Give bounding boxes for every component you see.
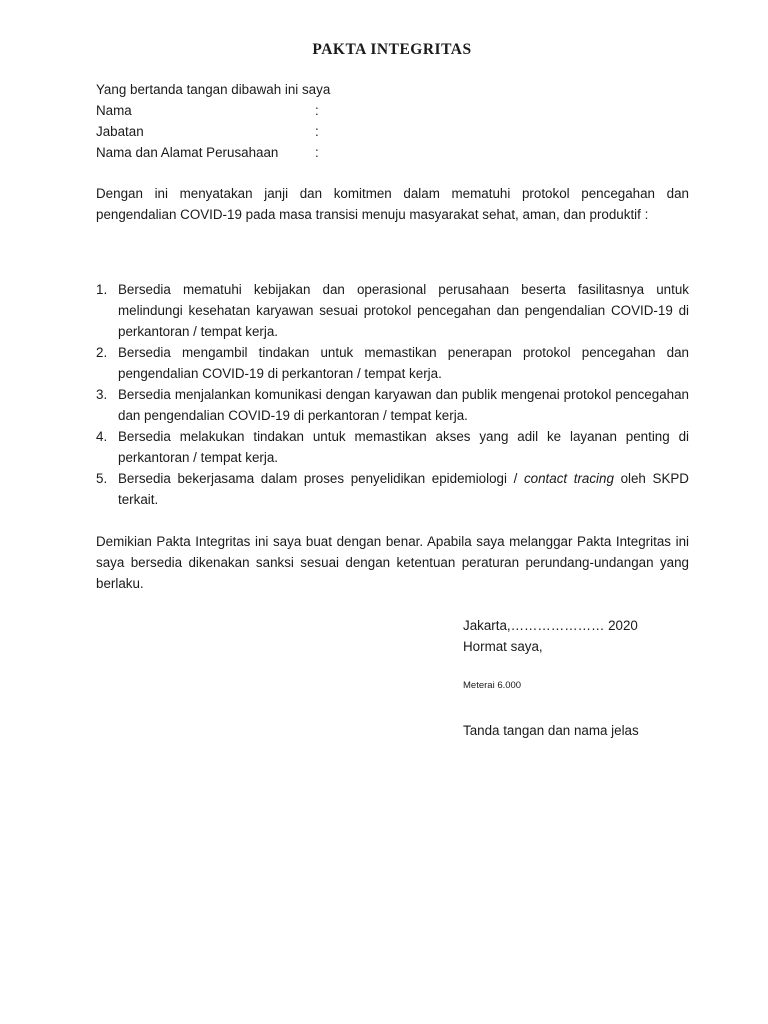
field-label: Nama [96, 103, 132, 118]
identity-block [96, 79, 330, 163]
document-title: PAKTA INTEGRITAS [312, 41, 472, 58]
list-text [118, 468, 689, 510]
closing-paragraph: Demikian Pakta Integritas ini saya buat dengan benar. Apabila saya melanggar Pakta Integritas ini saya bersedia dikenakan sanksi sesuai dengan ketentuan peraturan perundang-undangan yang berlaku. [96, 534, 689, 591]
list-text: Bersedia menjalankan komunikasi dengan karyawan dan publik mengenai protokol pencegahan dan pengendalian COVID-19 di perkantoran / tempat kerja. [118, 387, 689, 423]
list-text: Bersedia melakukan tindakan untuk memastikan akses yang adil ke layanan penting di perkantoran / tempat kerja. [118, 429, 689, 465]
field-separator: : [315, 124, 319, 139]
signature-line: Tanda tangan dan nama jelas [463, 723, 639, 738]
list-number: 4. [96, 429, 108, 444]
list-text: Bersedia mematuhi kebijakan dan operasional perusahaan beserta fasilitasnya untuk melindungi kesehatan karyawan sesuai protokol pencegahan dan pengendalian COVID-19 di perkantoran / tempat kerja. [118, 282, 689, 339]
field-row-nama [96, 100, 330, 121]
field-row-perusahaan [96, 142, 330, 163]
regards: Hormat saya, [463, 639, 543, 654]
stamp-label: Meterai 6.000 [463, 680, 522, 691]
field-label: Jabatan [96, 124, 144, 139]
list-text-part: Bersedia bekerjasama dalam proses penyelidikan epidemiologi / [118, 471, 524, 486]
list-number: 1. [96, 282, 108, 297]
list-item [96, 468, 689, 510]
list-item [96, 426, 689, 468]
field-separator: : [315, 103, 319, 118]
field-row-jabatan [96, 121, 330, 142]
list-number: 3. [96, 387, 108, 402]
list-item [96, 342, 689, 384]
list-number: 5. [96, 471, 108, 486]
list-number: 2. [96, 345, 108, 360]
list-item [96, 384, 689, 426]
place-date: Jakarta,………………… 2020 [463, 618, 638, 633]
list-item [96, 279, 689, 342]
field-label: Nama dan Alamat Perusahaan [96, 145, 279, 160]
list-text-italic: contact tracing [523, 471, 614, 486]
field-separator: : [315, 145, 319, 160]
list-text-part: oleh SKPD terkait. [118, 471, 689, 507]
list-text: Bersedia mengambil tindakan untuk memastikan penerapan protokol pencegahan dan pengendalian COVID-19 di perkantoran / tempat kerja. [118, 345, 689, 381]
signature-block [463, 615, 638, 657]
intro-line: Yang bertanda tangan dibawah ini saya [96, 82, 331, 97]
statement-paragraph: Dengan ini menyatakan janji dan komitmen dalam mematuhi protokol pencegahan dan pengendalian COVID-19 pada masa transisi menuju masyarakat sehat, aman, dan produktif : [96, 186, 689, 222]
commitment-list [96, 279, 689, 510]
